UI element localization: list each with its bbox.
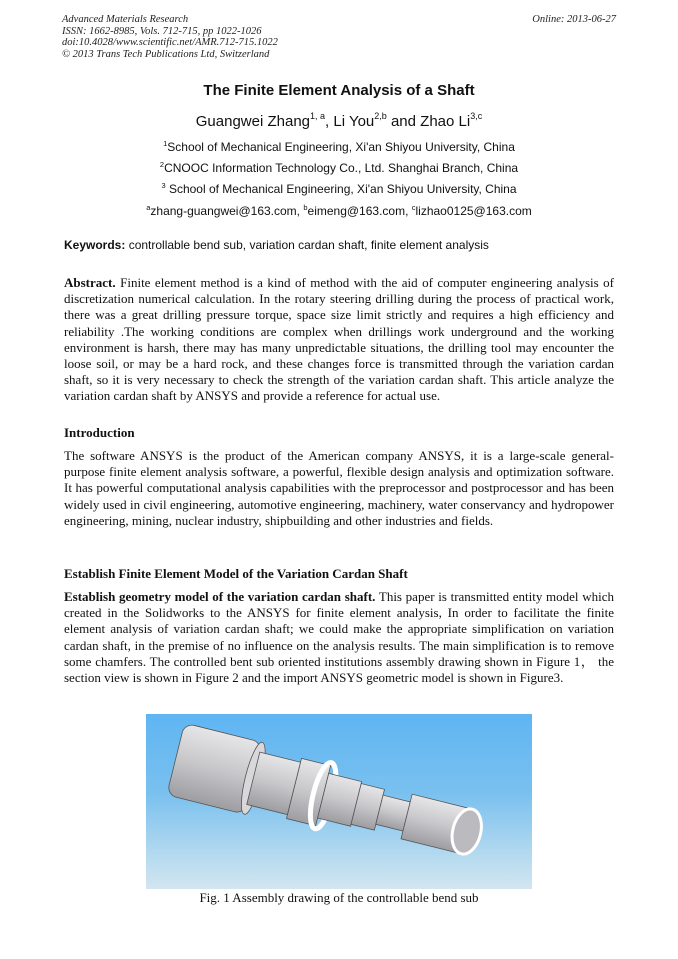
- figure-1-caption: Fig. 1 Assembly drawing of the controllable bend sub: [199, 890, 479, 905]
- affiliation-text: School of Mechanical Engineering, Xi'an Shiyou University, China: [165, 182, 517, 196]
- journal-info: [62, 14, 278, 60]
- author-sup: 3,c: [470, 111, 483, 121]
- author-sup: 1, a: [310, 111, 326, 121]
- email-link[interactable]: lizhao0125@163.com: [415, 204, 532, 218]
- shaft-drawing-icon: [146, 714, 532, 889]
- section-heading-fem-model: Establish Finite Element Model of the Variation Cardan Shaft: [64, 566, 408, 581]
- abstract: [64, 275, 614, 405]
- author-sep: ,: [325, 113, 334, 130]
- keywords-label: Keywords:: [64, 238, 126, 252]
- author-sep: and: [386, 113, 421, 130]
- affiliation-3: [0, 182, 678, 196]
- journal-name: Advanced Materials Research: [62, 14, 189, 25]
- figure-1-shaft-render: [146, 714, 532, 889]
- author-name: Li You: [333, 113, 375, 130]
- affiliation-1: [0, 140, 678, 154]
- doi: doi:10.4028/www.scientific.net/AMR.712-715.1022: [62, 37, 278, 48]
- paragraph-text: This paper is transmitted entity model which created in the Solidworks to the ANSYS for finite element analysis, In order to facilitate the finite element analysis of variation cardan shaft; we could make the appropriate simplification on variation cardan shaft, in the premise of no influence on the analysis results. The main simplification is to remove some chamfers. The controlled bent sub oriented institutions assembly drawing shown in Figure 1， the section view is shown in Figure 2 and the import ANSYS geometric model is shown in Figure3.: [64, 589, 614, 686]
- keywords-text: controllable bend sub, variation cardan shaft, finite element analysis: [125, 238, 489, 252]
- section-heading-introduction: Introduction: [64, 425, 135, 440]
- copyright: © 2013 Trans Tech Publications Ltd, Switzerland: [62, 48, 270, 60]
- paper-title: The Finite Element Analysis of a Shaft: [203, 82, 475, 99]
- issn: ISSN: 1662-8985, Vols. 712-715, pp 1022-1026: [62, 25, 262, 37]
- affiliation-sup: 2: [159, 160, 165, 169]
- email-sup: a: [146, 203, 151, 212]
- email-sup: c: [411, 203, 416, 212]
- subsection-lead: Establish geometry model of the variation cardan shaft.: [64, 589, 376, 604]
- affiliation-text: CNOOC Information Technology Co., Ltd. Shanghai Branch, China: [164, 161, 519, 175]
- email-sup: b: [303, 203, 308, 212]
- author-name: Zhao Li: [420, 113, 471, 130]
- author-list: [0, 113, 678, 130]
- author-sup: 2,b: [374, 111, 387, 121]
- author-name: Guangwei Zhang: [195, 113, 311, 130]
- online-date: Online: 2013-06-27: [532, 14, 616, 25]
- abstract-text: Finite element method is a kind of method with the aid of computer engineering analysis of discretization numerical calculation. In the rotary steering drilling during the process of practical work, there was a great drilling pressure torque, space size limit strictly and requires a high efficiency and reliability .The working conditions are complex when drillings work underground and the working environment is harsh, there may has many unpredictable situations, the drilling tool may encounter the loose soil, or may be a hard rock, and these changes force is transmitted through the variation cardan shaft, so it is very necessary to check the strength of the variation cardan shaft. This article analyze the variation cardan shaft by ANSYS and provide a reference for actual use.: [64, 275, 614, 404]
- affiliation-2: [0, 161, 678, 175]
- keywords: [64, 238, 489, 252]
- email-link[interactable]: eimeng@163.com,: [307, 204, 412, 218]
- email-link[interactable]: zhang-guangwei@163.com,: [150, 204, 304, 218]
- affiliation-text: School of Mechanical Engineering, Xi'an Shiyou University, China: [167, 140, 515, 154]
- author-emails: [0, 204, 678, 218]
- affiliation-sup: 1: [163, 139, 168, 148]
- introduction-paragraph: The software ANSYS is the product of the American company ANSYS, it is a large-scale general-purpose finite element analysis software, a powerful, flexible design analysis and optimization software. It has powerful computational analysis capabilities with the preprocessor and postprocessor and has been widely used in civil engineering, automotive engineering, machinery, water conservancy and hydropower engineering, mining, nuclear industry, shipbuilding and other industries and fields.: [64, 448, 614, 528]
- affiliation-sup: 3: [161, 181, 166, 190]
- geometry-model-paragraph: [64, 589, 614, 686]
- abstract-label: Abstract.: [64, 275, 116, 290]
